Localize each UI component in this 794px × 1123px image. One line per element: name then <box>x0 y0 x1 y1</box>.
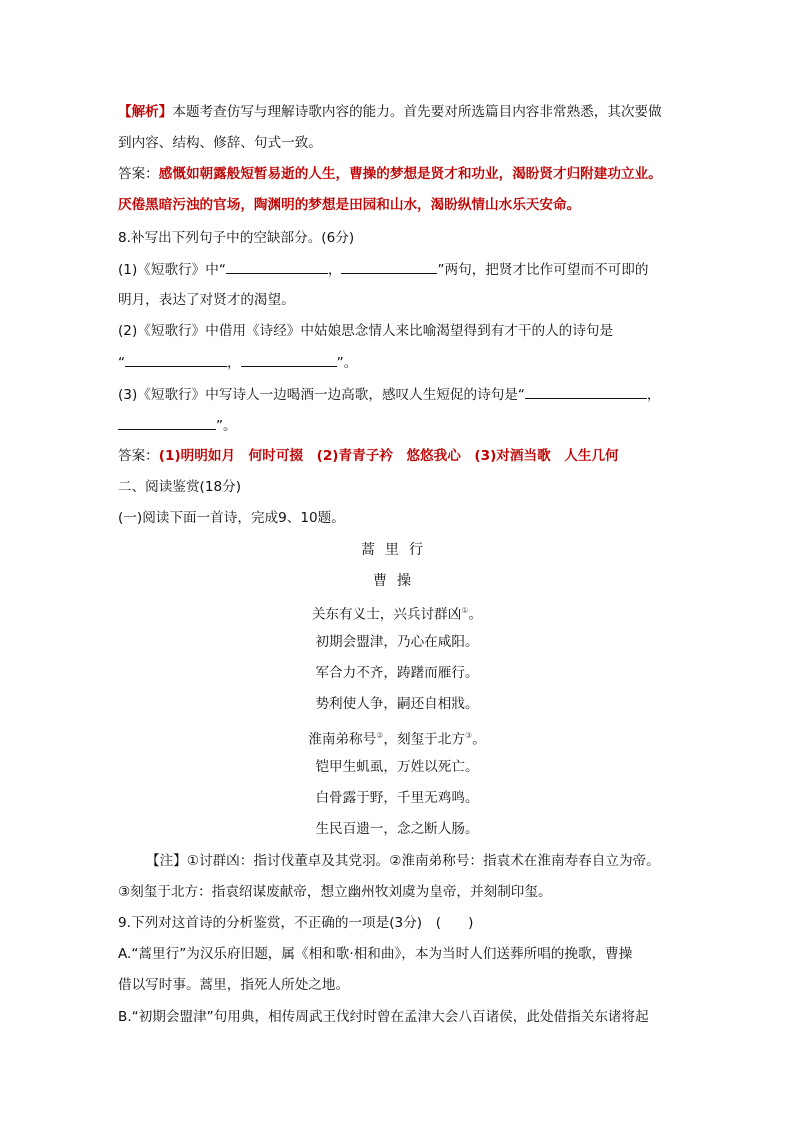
answer7-line-1: 答案：感慨如朝露般短暂易逝的人生，曹操的梦想是贤才和功业，渴盼贤才归附建功立业。 <box>118 166 662 182</box>
poem-line-8: 生民百遗一，念之断人肠。 <box>315 821 479 837</box>
answer-blank[interactable] <box>241 352 337 367</box>
question-8-item-1: (1)《短歌行》中“ ， ”两句，把贤才比作可望而不可即的 <box>118 259 648 280</box>
question-9-option-a-cont: 借以写时事。蒿里，指死人所处之地。 <box>118 977 350 993</box>
poem-author: 曹操 <box>373 573 421 589</box>
section-2-heading: 二、阅读鉴赏(18分) <box>118 479 242 495</box>
poem-title: 蒿里行 <box>361 542 433 558</box>
question-8-stem: 8.补写出下列句子中的空缺部分。(6分) <box>118 230 355 246</box>
answer-blank[interactable] <box>226 259 328 274</box>
question-8-item-2: (2)《短歌行》中借用《诗经》中姑娘思念情人来比喻渴望得到有才干的人的诗句是 <box>118 323 614 339</box>
analysis-line-2: 到内容、结构、修辞、句式一致。 <box>118 135 322 151</box>
poem-line-7: 白骨露于野，千里无鸡鸣。 <box>315 790 479 806</box>
poem-line-5: 淮南弟称号②，刻玺于北方③。 <box>308 731 486 748</box>
answer-blank[interactable] <box>341 259 437 274</box>
question-8-item-1-cont: 明月，表达了对贤才的渴望。 <box>118 292 295 308</box>
analysis-tag: 【解析】 <box>118 104 173 120</box>
answer-blank[interactable] <box>125 352 227 367</box>
poem-line-2: 初期会盟津，乃心在咸阳。 <box>315 634 479 650</box>
poem-line-1: 关东有义士，兴兵讨群凶①。 <box>311 606 483 623</box>
question-9-stem: 9.下列对这首诗的分析鉴赏，不正确的一项是(3分) ( ) <box>118 915 474 931</box>
poem-line-6: 铠甲生虮虱，万姓以死亡。 <box>315 759 479 775</box>
poem-line-3: 军合力不齐，踌躇而雁行。 <box>315 665 479 681</box>
poem-line-4: 势利使人争，嗣还自相戕。 <box>315 696 479 712</box>
answer-blank[interactable] <box>118 415 216 430</box>
poem-note-line-2: ③刻玺于北方：指袁绍谋废献帝，想立幽州牧刘虞为皇帝，并刻制印玺。 <box>118 884 552 900</box>
answer7-line-2: 厌倦黑暗污浊的官场，陶渊明的梦想是田园和山水，渴盼纵情山水乐天安命。 <box>118 197 581 213</box>
question-8-item-3: (3)《短歌行》中写诗人一边喝酒一边高歌，感叹人生短促的诗句是“ ， <box>118 384 661 405</box>
answer8-line: 答案：(1)明明如月 何时可掇 (2)青青子衿 悠悠我心 (3)对酒当歌 人生几何 <box>118 448 619 464</box>
section-2-instruction: (一)阅读下面一首诗，完成9、10题。 <box>118 510 345 526</box>
analysis-line-1: 【解析】本题考查仿写与理解诗歌内容的能力。首先要对所选篇目内容非常熟悉，其次要做 <box>118 104 662 120</box>
question-9-option-a: A.“蒿里行”为汉乐府旧题，属《相和歌·相和曲》，本为当时人们送葬所唱的挽歌，曹操 <box>118 946 633 962</box>
question-9-option-b: B.“初期会盟津”句用典，相传周武王伐纣时曾在孟津大会八百诸侯，此处借指关东诸将起 <box>118 1009 649 1025</box>
answer-blank[interactable] <box>525 384 647 399</box>
question-8-item-3-cont: ”。 <box>118 415 237 436</box>
poem-note-line-1: 【注】①讨群凶：指讨伐董卓及其党羽。②淮南弟称号：指袁术在淮南寿春自立为帝。 <box>146 853 660 869</box>
question-8-item-2-cont: “ ， ”。 <box>118 352 357 373</box>
